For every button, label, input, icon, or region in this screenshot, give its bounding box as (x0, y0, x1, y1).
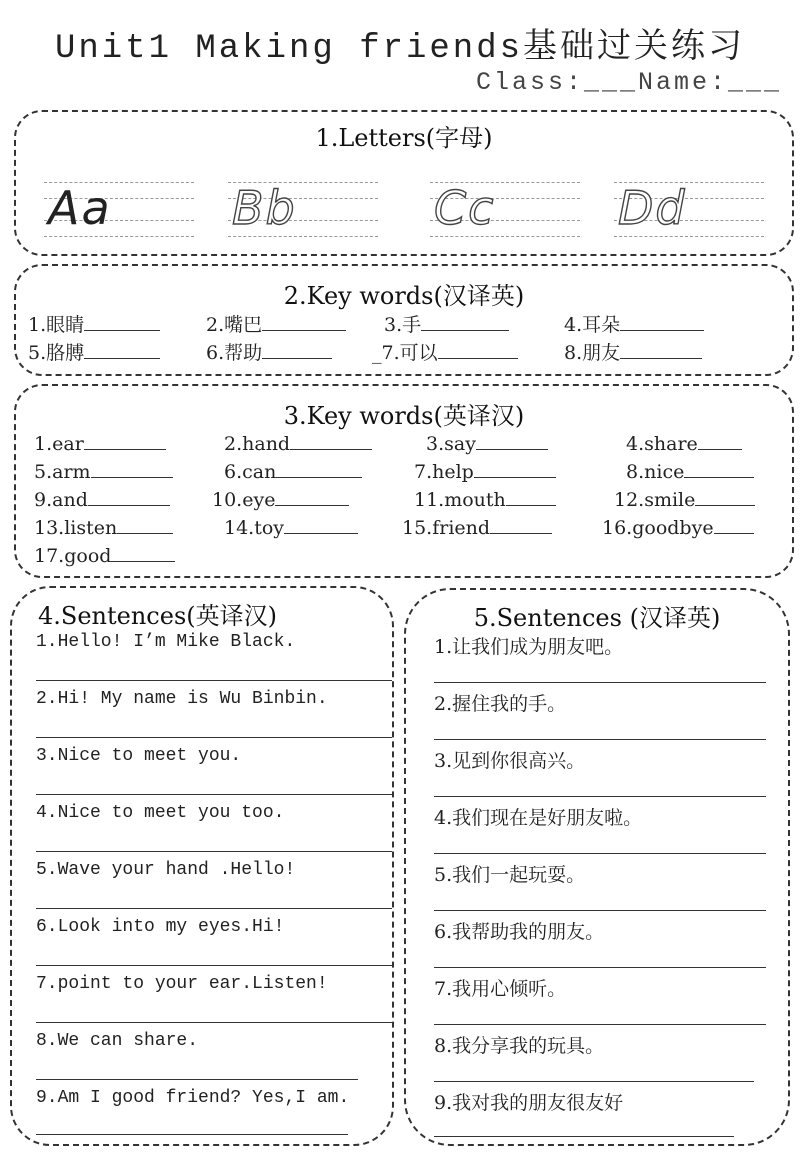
key-word-item[interactable]: 2.hand (224, 431, 372, 455)
sentences-en-cn-title: 4.Sentences(英译汉) (38, 602, 277, 630)
key-word-item[interactable]: 8.朋友 (564, 338, 702, 365)
answer-line[interactable] (434, 739, 766, 740)
answer-line[interactable] (36, 965, 392, 966)
answer-line[interactable] (36, 1134, 348, 1135)
key-word-item[interactable]: 3.say (426, 431, 548, 455)
key-word-item[interactable]: 8.nice (626, 459, 754, 483)
letter-text: Dd (618, 181, 687, 235)
sentence-item: 6.我帮助我的朋友。 (434, 921, 605, 943)
sentence-item: 1.Hello! I’m Mike Black. (36, 632, 296, 652)
answer-line[interactable] (36, 680, 392, 681)
answer-line[interactable] (36, 1022, 392, 1023)
answer-line[interactable] (434, 967, 766, 968)
letters-title: 1.Letters(字母) (315, 124, 493, 152)
sentence-item: 3.见到你很高兴。 (434, 750, 586, 772)
letter-cell-cc (430, 176, 580, 242)
answer-line[interactable] (434, 796, 766, 797)
letter-cell-dd (614, 176, 764, 242)
key-word-item[interactable]: 7.help (414, 459, 556, 483)
answer-line[interactable] (434, 1081, 754, 1082)
answer-line[interactable] (36, 851, 392, 852)
letter-text: Cc (434, 181, 496, 235)
key-word-item[interactable]: 4.share (626, 431, 742, 455)
sentence-item: 8.We can share. (36, 1031, 199, 1051)
letter-cell-aa (44, 176, 194, 242)
sentence-item: 9.我对我的朋友很友好 (434, 1092, 624, 1114)
answer-line[interactable] (36, 794, 392, 795)
key-word-item[interactable]: 10.eye (212, 487, 349, 511)
answer-line[interactable] (36, 908, 392, 909)
answer-line[interactable] (434, 910, 766, 911)
key-word-item[interactable]: 6.帮助 (206, 338, 332, 365)
key-word-item[interactable]: 3.手 (384, 310, 509, 337)
sentence-item: 7.point to your ear.Listen! (36, 974, 328, 994)
key-words-cn-en-title: 2.Key words(汉译英) (283, 282, 525, 310)
sentence-item: 1.让我们成为朋友吧。 (434, 636, 624, 658)
key-word-item[interactable]: 9.and (34, 487, 170, 511)
sentence-item: 9.Am I good friend? Yes,I am. (36, 1088, 350, 1108)
key-words-en-cn-title: 3.Key words(英译汉) (283, 402, 525, 430)
sentence-item: 5.Wave your hand .Hello! (36, 860, 296, 880)
class-name-line: Class:___Name:___ (475, 68, 782, 97)
answer-line[interactable] (434, 853, 766, 854)
answer-line[interactable] (434, 1136, 734, 1137)
key-word-item[interactable]: 12.smile (614, 487, 755, 511)
sentence-item: 6.Look into my eyes.Hi! (36, 917, 285, 937)
answer-line[interactable] (36, 1079, 358, 1080)
answer-line[interactable] (434, 1024, 766, 1025)
letter-text: Aa (48, 181, 112, 235)
key-word-item[interactable]: 1.眼睛 (28, 310, 160, 337)
sentence-item: 4.Nice to meet you too. (36, 803, 285, 823)
letter-text: Bb (232, 181, 297, 235)
key-word-item[interactable]: 2.嘴巴 (206, 310, 346, 337)
letter-cell-bb (228, 176, 378, 242)
key-word-item[interactable]: 16.goodbye (602, 515, 754, 539)
key-word-item[interactable]: 5.胳膊 (28, 338, 160, 365)
sentence-item: 5.我们一起玩耍。 (434, 864, 586, 886)
sentence-item: 7.我用心倾听。 (434, 978, 567, 1000)
sentence-item: 4.我们现在是好朋友啦。 (434, 807, 643, 829)
key-word-item[interactable]: 5.arm (34, 459, 173, 483)
sentences-cn-en-title: 5.Sentences (汉译英) (473, 604, 721, 632)
key-word-item[interactable]: 4.耳朵 (564, 310, 704, 337)
key-word-item[interactable]: 15.friend (402, 515, 552, 539)
sentence-item: 2.握住我的手。 (434, 693, 567, 715)
key-word-item[interactable]: 17.good (34, 543, 175, 567)
sentence-item: 3.Nice to meet you. (36, 746, 242, 766)
sentence-item: 2.Hi! My name is Wu Binbin. (36, 689, 328, 709)
key-word-item[interactable]: 11.mouth (414, 487, 556, 511)
key-word-item[interactable]: 13.listen (34, 515, 173, 539)
key-word-item[interactable]: 14.toy (224, 515, 358, 539)
key-word-item[interactable]: 6.can (224, 459, 362, 483)
key-word-item[interactable]: _7.可以 (372, 338, 518, 365)
key-word-item[interactable]: 1.ear (34, 431, 166, 455)
sentence-item: 8.我分享我的玩具。 (434, 1035, 605, 1057)
worksheet-title: Unit1 Making friends基础过关练习 (54, 30, 746, 68)
answer-line[interactable] (434, 682, 766, 683)
answer-line[interactable] (36, 737, 392, 738)
